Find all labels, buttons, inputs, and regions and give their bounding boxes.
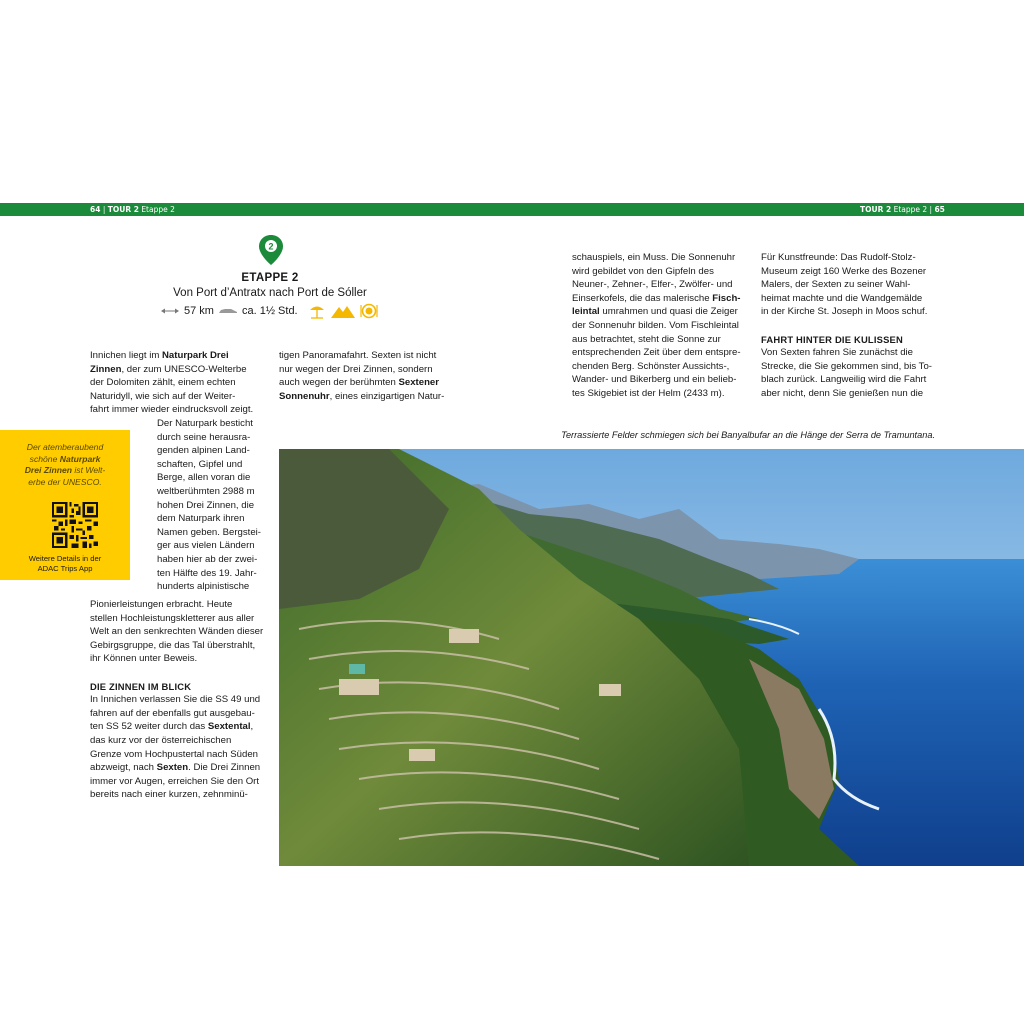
stage-distance: 57 km <box>184 305 214 317</box>
stage-stats <box>160 303 390 319</box>
column-3: schauspiels, ein Muss. Die Sonnenuhr wird gebildet von den Gipfeln des Neuner-, Zehner-, Elfer-, Zwölfer- und Einserkofels, die das malerische Fisch- leintal umrahmen und quasi die Zeiger der Sonnenuhr bilden. Vom Fischleintal aus betrachtet, steht die Sonne zur entsprechenden Zeit über dem entspre- chenden Berg. Schönster Aussichts-, Wander- und Bikerberg und ein belieb- tes Skigebiet ist der Helm (2433 m). <box>572 252 741 399</box>
column-2: tigen Panoramafahrt. Sexten ist nicht nur wegen der Drei Zinnen, sondern auch wegen der berühmten Sextener Sonnenuhr, eines einzigartigen Natur- <box>279 350 445 402</box>
running-header-bar <box>0 203 1024 216</box>
car-icon <box>218 307 238 315</box>
qr-caption: Weitere Details in der ADAC Trips App <box>28 554 102 573</box>
stage-marker-number: 2 <box>268 241 274 252</box>
stage-route: Von Port d’Antratx nach Port de Sóller <box>173 287 367 299</box>
beach-umbrella-icon <box>308 303 326 319</box>
photo-caption: Terrassierte Felder schmiegen sich bei Banyalbufar an die Hänge der Serra de Tramuntana. <box>561 430 935 440</box>
left-running-head: 64 | TOUR 2 Etappe 2 <box>90 205 175 214</box>
restaurant-plate-icon <box>360 303 378 319</box>
section-heading-kulissen: FAHRT HINTER DIE KULISSEN <box>761 333 903 345</box>
coastal-terraces-photo <box>279 449 1024 866</box>
column-1-intro: Innichen liegt im Naturpark Drei Zinnen, der zum UNESCO-Welterbe der Dolomiten zählt, einem echten Naturidyll, wie sich auf der Weiter- fahrt immer wieder eindrucksvoll zeigt. <box>90 350 254 416</box>
section-heading-zinnen: DIE ZINNEN IM BLICK <box>90 680 192 692</box>
stage-duration: ca. 1½ Std. <box>241 305 298 317</box>
mountains-icon <box>330 303 356 319</box>
stage-title: ETAPPE 2 <box>241 272 299 284</box>
column-4: Für Kunstfreunde: Das Rudolf-Stolz- Museum zeigt 160 Werke des Bozener Malers, der Sexten zu seiner Wahl- heimat machte und die Wandgemälde in der Kirche St. Joseph in Moos schuf. FAHRT HINTER DIE KULISSEN Von Sexten fahren Sie zunächst die Strecke, die Sie gekommen sind, bis To- blach zurück. Langweilig wird die Fahrt aber nicht, denn Sie genießen nun die <box>761 251 941 401</box>
distance-arrow-icon <box>160 307 180 315</box>
right-running-head: TOUR 2 Etappe 2 | 65 <box>860 205 945 214</box>
qr-code-icon[interactable] <box>52 502 98 548</box>
info-sidebox <box>0 430 130 580</box>
column-1-narrow: Der Naturpark besticht durch seine herausra- genden alpinen Land- schaften, Gipfel und Berge, allen voran die weltberühmten 2988 m hohen Drei Zinnen, die dem Naturpark ihren Namen geben. Bergstei- ger aus vielen Ländern haben hier ab der zwei- ten Hälfte des 19. Jahr- hunderts alpinistische <box>157 418 261 593</box>
sidebox-text: Der atemberaubend schöne Naturpark Drei Zinnen ist Welt- erbe der UNESCO. <box>24 442 106 487</box>
column-1-lower: Pionierleistungen erbracht. Heute stellen Hochleistungskletterer aus aller Welt an den senkrechten Wänden dieser Gebirgsgruppe, die das Tal überstrahlt, ihr Können unter Beweis. DIE ZINNEN IM BLICK In Innichen verlassen Sie die SS 49 und fahren auf der ebenfalls gut ausgebau- ten SS 52 weiter durch das Sextental, das kurz vor der österreichischen Grenze vom Hochpustertal nach Süden abzweigt, nach Sexten. Die Drei Zinnen immer vor Augen, erreichen Sie den Ort bereits nach einer kurzen, zehnminü- <box>90 598 270 802</box>
stage-marker-icon <box>258 234 284 266</box>
